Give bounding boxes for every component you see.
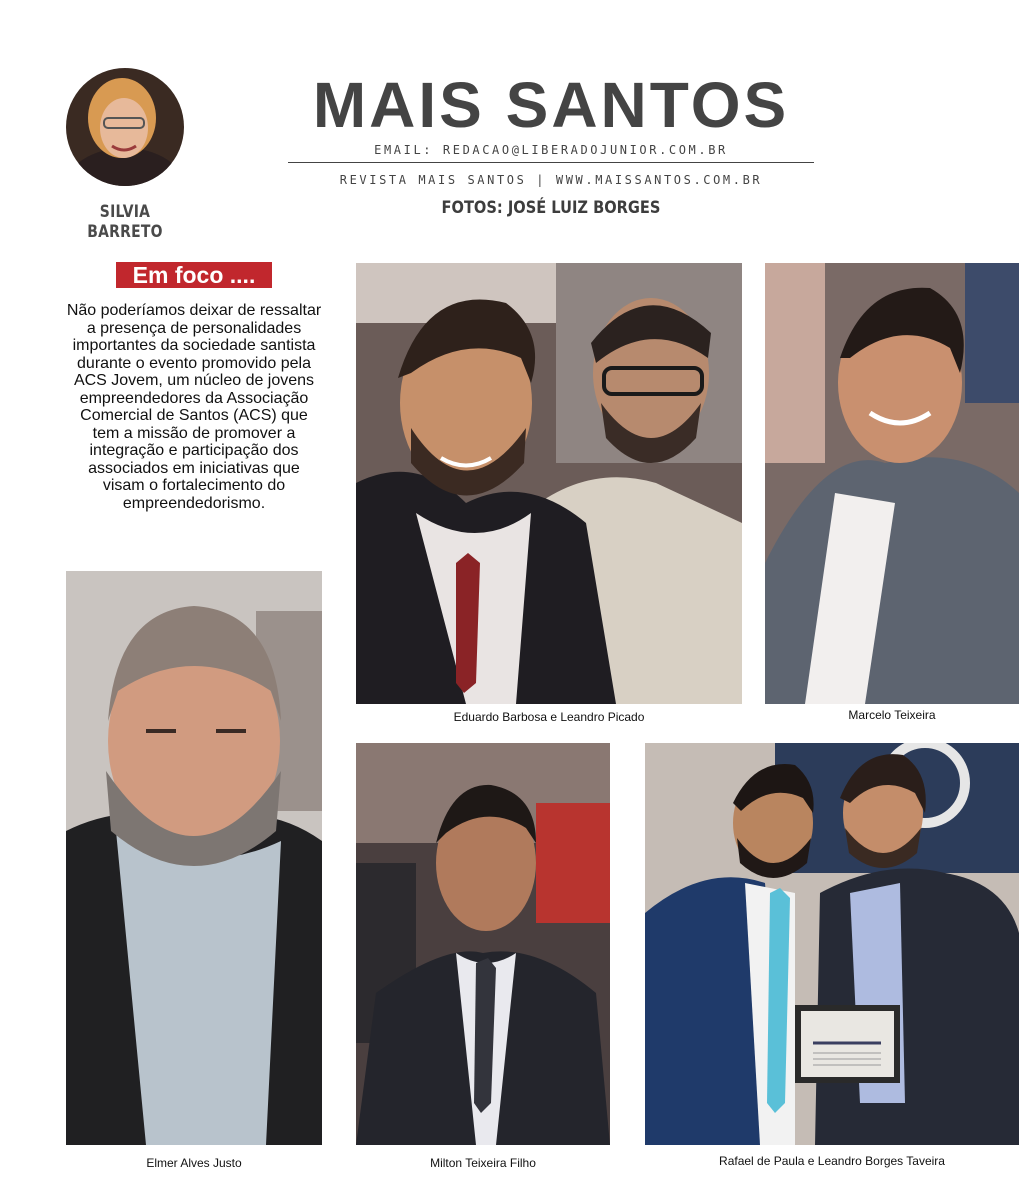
photo-milton-teixeira-filho [356, 743, 610, 1145]
photo-marcelo-teixeira [765, 263, 1019, 704]
photo-rafael-leandro [645, 743, 1019, 1145]
intro-paragraph: Não poderíamos deixar de ressaltar a presença de personalidades importantes da sociedade santista durante o evento promovido pela ACS Jovem, um núcleo de jovens empreendedores da Associação Comercial de Santos (ACS) que tem a missão de promover a integração e participação dos associados em iniciativas que visam o fortalecimento do empreendedorismo. [66, 302, 322, 512]
author-name: SILVIA BARRETO [87, 202, 163, 242]
section-badge: Em foco .... [116, 262, 272, 288]
author-avatar [66, 68, 184, 186]
caption-photo-4: Milton Teixeira Filho [430, 1156, 536, 1170]
caption-photo-3: Elmer Alves Justo [146, 1156, 242, 1170]
caption-photo-5: Rafael de Paula e Leandro Borges Taveira [719, 1154, 945, 1168]
masthead-title: MAIS SANTOS [312, 69, 790, 141]
header-divider [288, 162, 814, 163]
photo-credit: FOTOS: JOSÉ LUIZ BORGES [441, 198, 661, 218]
caption-photo-2: Marcelo Teixeira [848, 708, 936, 722]
photo-eduardo-leandro [356, 263, 742, 704]
magazine-website-line: REVISTA MAIS SANTOS | WWW.MAISSANTOS.COM.BR [339, 173, 763, 187]
contact-email: EMAIL: REDACAO@LIBERADOJUNIOR.COM.BR [374, 143, 728, 157]
caption-photo-1: Eduardo Barbosa e Leandro Picado [453, 710, 645, 724]
photo-elmer-alves-justo [66, 571, 322, 1145]
